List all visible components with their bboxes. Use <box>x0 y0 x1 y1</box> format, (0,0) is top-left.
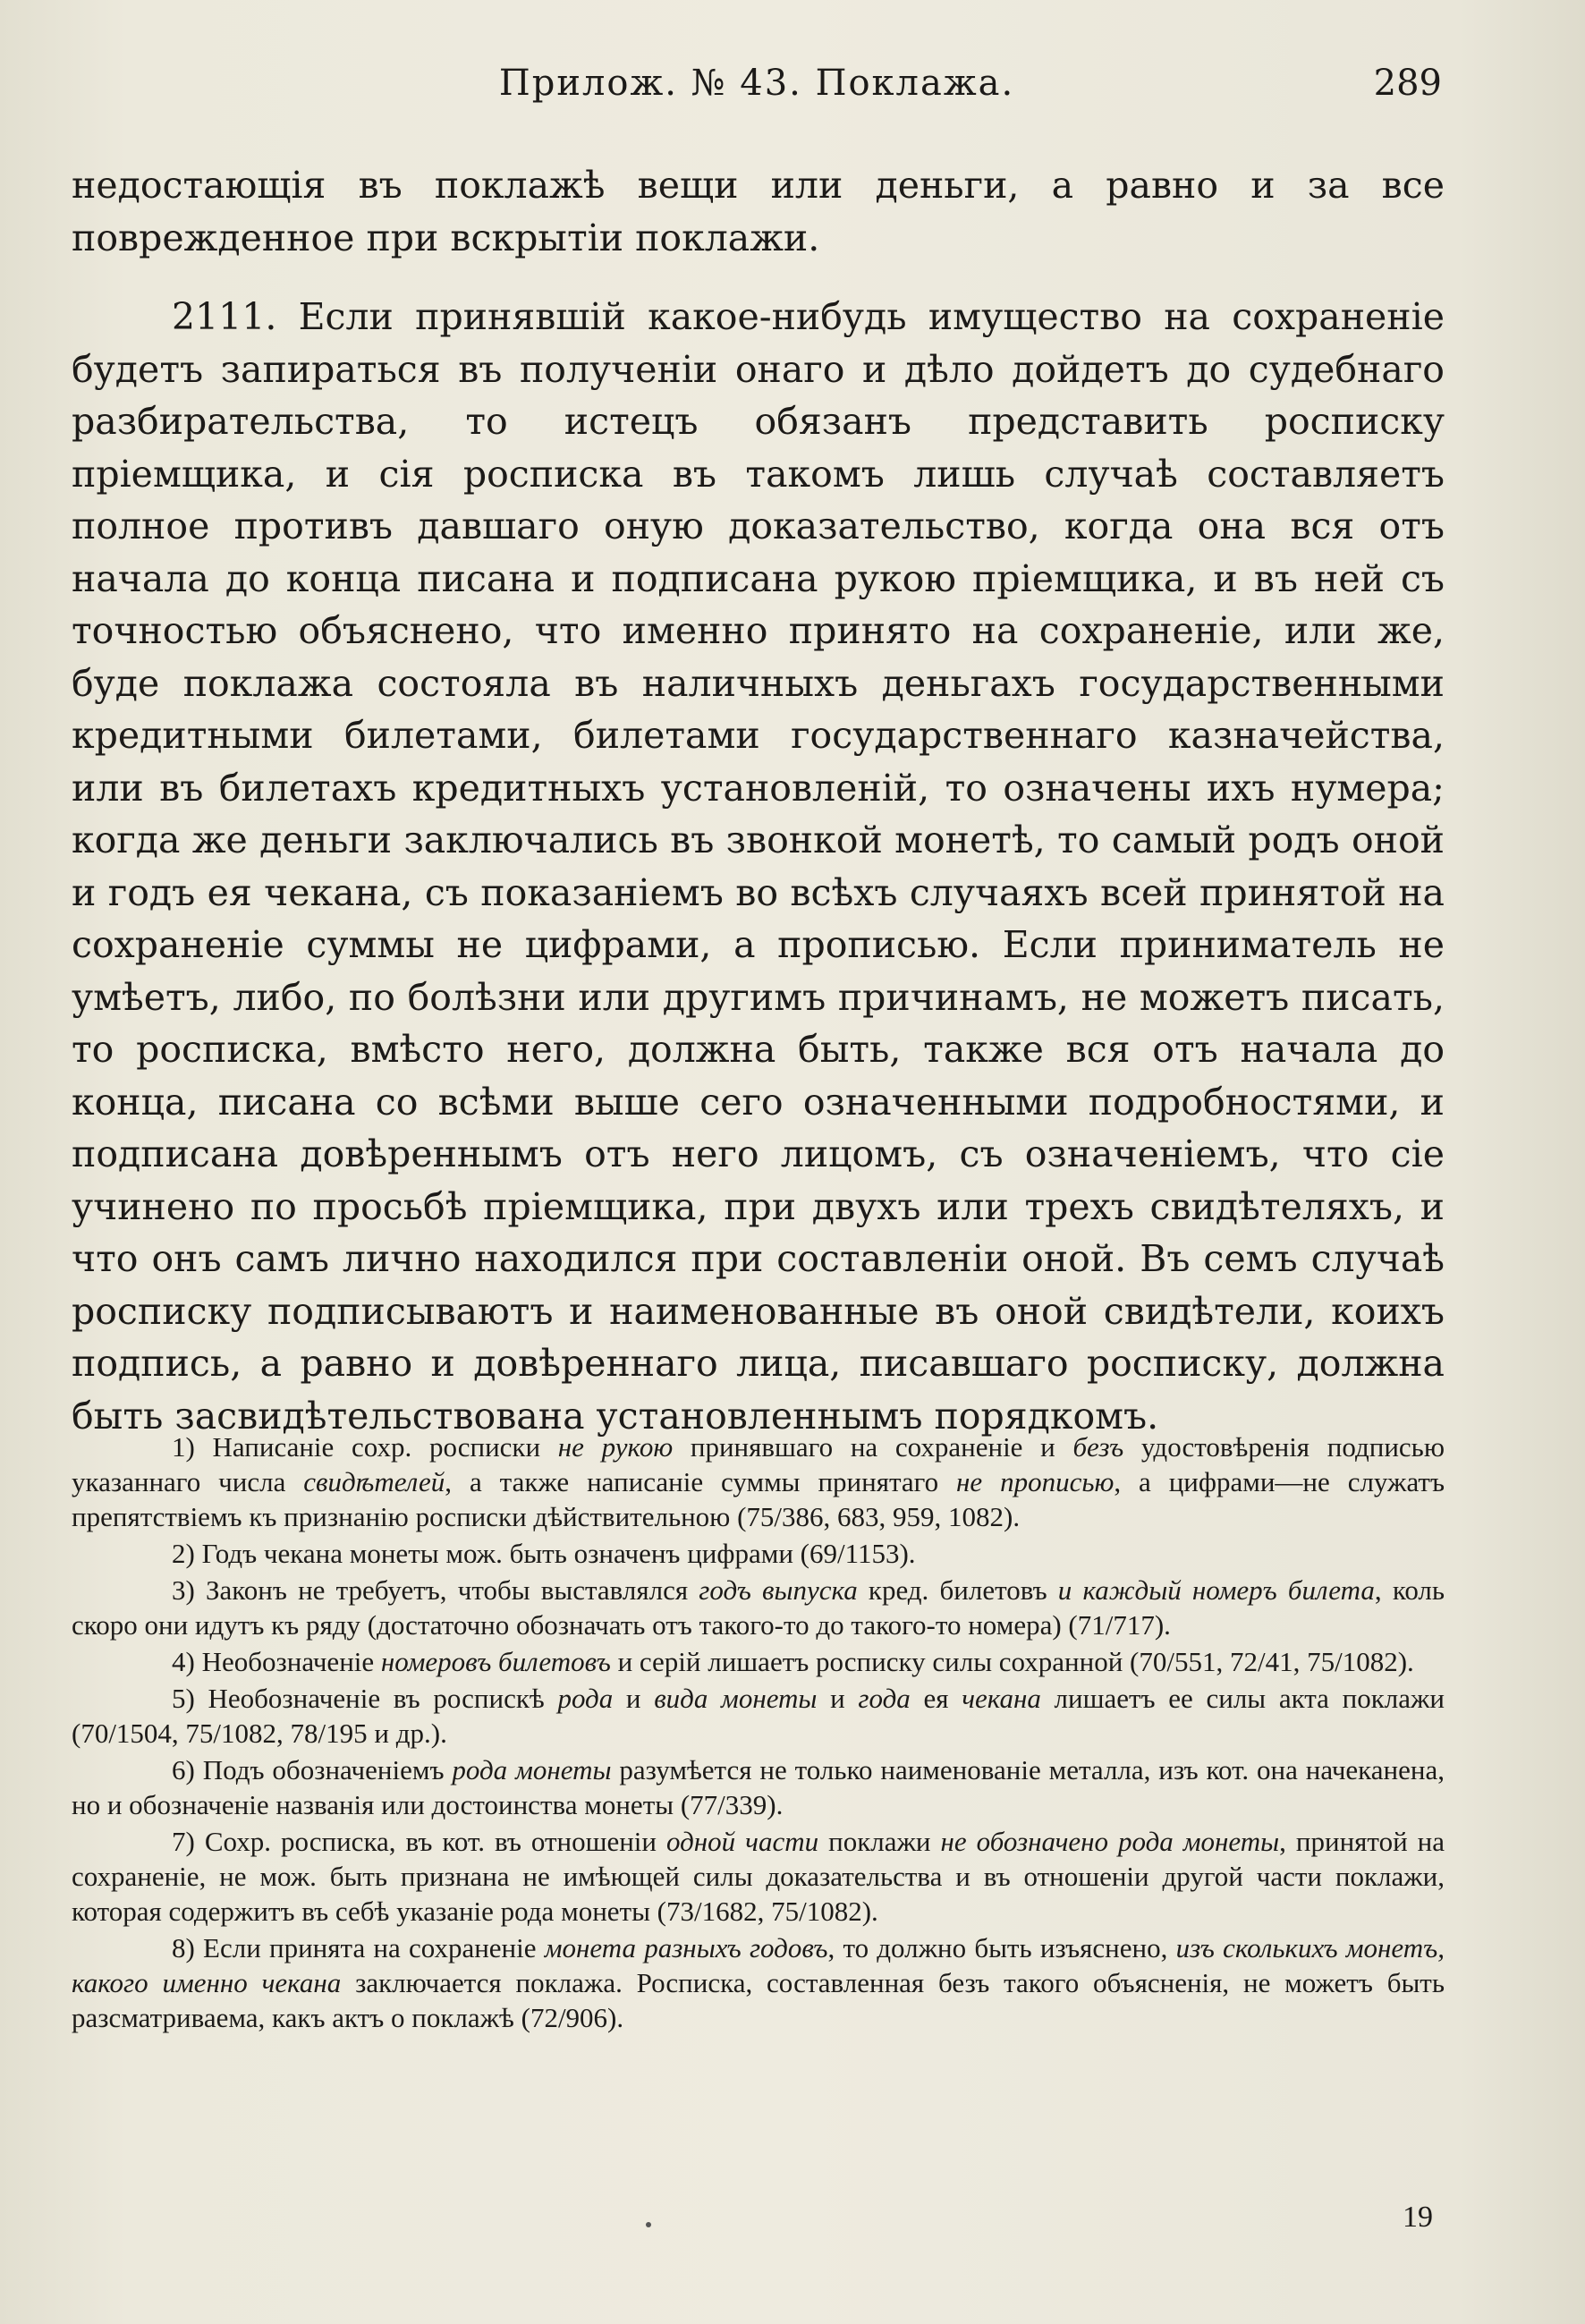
continued-paragraph: недостающія въ поклажѣ вещи или деньги, а равно и за все поврежденное при вскрытіи поклажи. <box>72 164 1445 259</box>
footnote-text: поклажи <box>818 1826 941 1857</box>
footnote-text: 7) Сохр. росписка, въ кот. въ отношеніи <box>172 1826 667 1857</box>
footnotes <box>72 1429 1445 2037</box>
footnote-text: и серій лишаетъ росписку силы сохранной (70/551, 72/41, 75/1082). <box>610 1646 1414 1677</box>
footnote-italic-text: безъ <box>1072 1431 1124 1463</box>
footnote-italic-text: номеровъ билетовъ <box>380 1646 611 1677</box>
footnote-italic-text: годъ выпуска <box>699 1574 858 1606</box>
footnote-text: 2) Годъ чекана монеты мож. быть означенъ цифрами (69/1153). <box>172 1538 916 1569</box>
footnote-text: 6) Подъ обозначеніемъ <box>172 1754 453 1785</box>
footnote-italic-text: рода <box>557 1683 614 1714</box>
footnote-italic-text: года <box>858 1683 911 1714</box>
footnote-text: 5) Необозначеніе въ роспискѣ <box>172 1683 558 1714</box>
footnote-5 <box>72 1681 1445 1751</box>
footnote-text: принявшаго на сохраненіе и <box>673 1431 1073 1463</box>
footnote-italic-text: чекана <box>962 1683 1041 1714</box>
footnote-3 <box>72 1573 1445 1642</box>
signature-mark: 19 <box>1403 2201 1433 2234</box>
footnote-italic-text: не рукою <box>557 1431 674 1463</box>
footnote-italic-text: монета разныхъ годовъ <box>544 1932 828 1964</box>
footnote-text: 4) Необозначеніе <box>172 1646 381 1677</box>
footnote-7 <box>72 1824 1445 1929</box>
footnote-text: ея <box>910 1683 962 1714</box>
footnote-8 <box>72 1930 1445 2035</box>
footnote-italic-text: одной части <box>666 1826 819 1857</box>
footnote-text: , а цифрами—не служатъ препятствіемъ къ признанію росписки дѣйствительною (75/386, 683, 959, 1082). <box>72 1466 1445 1532</box>
print-dot <box>646 2222 651 2227</box>
footnote-italic-text: рода монеты <box>452 1754 612 1785</box>
footnote-italic-text: не прописью <box>956 1466 1115 1497</box>
footnote-text: 3) Законъ не требуетъ, чтобы выставлялся <box>172 1574 699 1606</box>
footnote-italic-text: изъ сколькихъ монетъ, какого именно чекана <box>72 1932 1445 1998</box>
footnote-italic-text: не обозначено рода монеты <box>940 1826 1280 1857</box>
footnote-italic-text: свидѣтелей <box>303 1466 445 1497</box>
footnote-text: 1) Написаніе сохр. росписки <box>172 1431 558 1463</box>
footnote-text: и <box>817 1683 859 1714</box>
footnote-2 <box>72 1536 1445 1571</box>
footnote-text: 8) Если принята на сохраненіе <box>172 1932 545 1964</box>
footnote-text: , а также написаніе суммы принятаго <box>445 1466 957 1497</box>
footnote-4 <box>72 1644 1445 1679</box>
running-header <box>72 54 1442 116</box>
footnote-text: , принятой на сохраненіе, не мож. быть признана не имѣющей силы доказательства и въ отношеніи другой части поклажи, которая содержитъ въ себѣ указаніе рода монеты (73/1682, 75/1082). <box>72 1826 1445 1927</box>
footnote-text: , коль скоро они идутъ къ ряду (достаточно обозначать отъ такого-то до такого-то номера) (71/717). <box>72 1574 1445 1641</box>
footnote-text: заключается поклажа. Росписка, составленная безъ такого объясненія, не можетъ быть разсматриваема, какъ актъ о поклажѣ (72/906). <box>72 1967 1445 2033</box>
footnote-text: и <box>613 1683 655 1714</box>
footnote-text: лишаетъ ее силы акта поклажи (70/1504, 75/1082, 78/195 и др.). <box>72 1683 1445 1749</box>
header-title: Прилож. № 43. Поклажа. <box>498 63 1015 104</box>
footnote-italic-text: вида монеты <box>654 1683 818 1714</box>
footnote-text: кред. билетовъ <box>857 1574 1058 1606</box>
page-number: 289 <box>1373 63 1442 104</box>
main-text <box>72 159 1445 1442</box>
footnote-text: , то должно быть изъяснено, <box>827 1932 1176 1964</box>
footnote-italic-text: и каждый номеръ билета <box>1057 1574 1375 1606</box>
footnote-text: удостовѣренія подписью указаннаго числа <box>72 1431 1445 1497</box>
footnote-text: разумѣется не только наименованіе металла, изъ кот. она начеканена, но и обозначеніе названія или достоинства монеты (77/339). <box>72 1754 1445 1820</box>
footnote-1 <box>72 1429 1445 1534</box>
footnote-6 <box>72 1752 1445 1822</box>
article-2111: 2111. Если принявшій какое-нибудь имущество на сохраненіе будетъ запираться въ полученіи онаго и дѣло дойдетъ до судебнаго разбирательства, то истецъ обязанъ представить росписку пріемщика, и сія росписка въ такомъ лишь случаѣ составляетъ полное противъ давшаго оную доказательство, когда она вся отъ начала до конца писана и подписана рукою пріемщика, и въ ней съ точностью объяснено, что именно принято на сохраненіе, или же, буде поклажа состояла въ наличныхъ деньгахъ государственными кредитными билетами, билетами государственнаго казначейства, или въ билетахъ кредитныхъ установленій, то означены ихъ нумера; когда же деньги заключались въ звонкой монетѣ, то самый родъ оной и годъ ея чекана, съ показаніемъ во всѣхъ случаяхъ всей принятой на сохраненіе суммы не цифрами, а прописью. Если приниматель не умѣетъ, либо, по болѣзни или другимъ причинамъ, не можетъ писать, то росписка, вмѣсто него, должна быть, также вся отъ начала до конца, писана со всѣми выше сего означенными подробностями, и подписана довѣреннымъ отъ него лицомъ, съ означеніемъ, что сіе учинено по просьбѣ пріемщика, при двухъ или трехъ свидѣтеляхъ, и что онъ самъ лично находился при составленіи оной. Въ семъ случаѣ росписку подписываютъ и наименованные въ оной свидѣтели, коихъ подпись, а равно и довѣреннаго лица, писавшаго росписку, должна быть засвидѣтельствована установленнымъ порядкомъ. <box>72 295 1445 1438</box>
